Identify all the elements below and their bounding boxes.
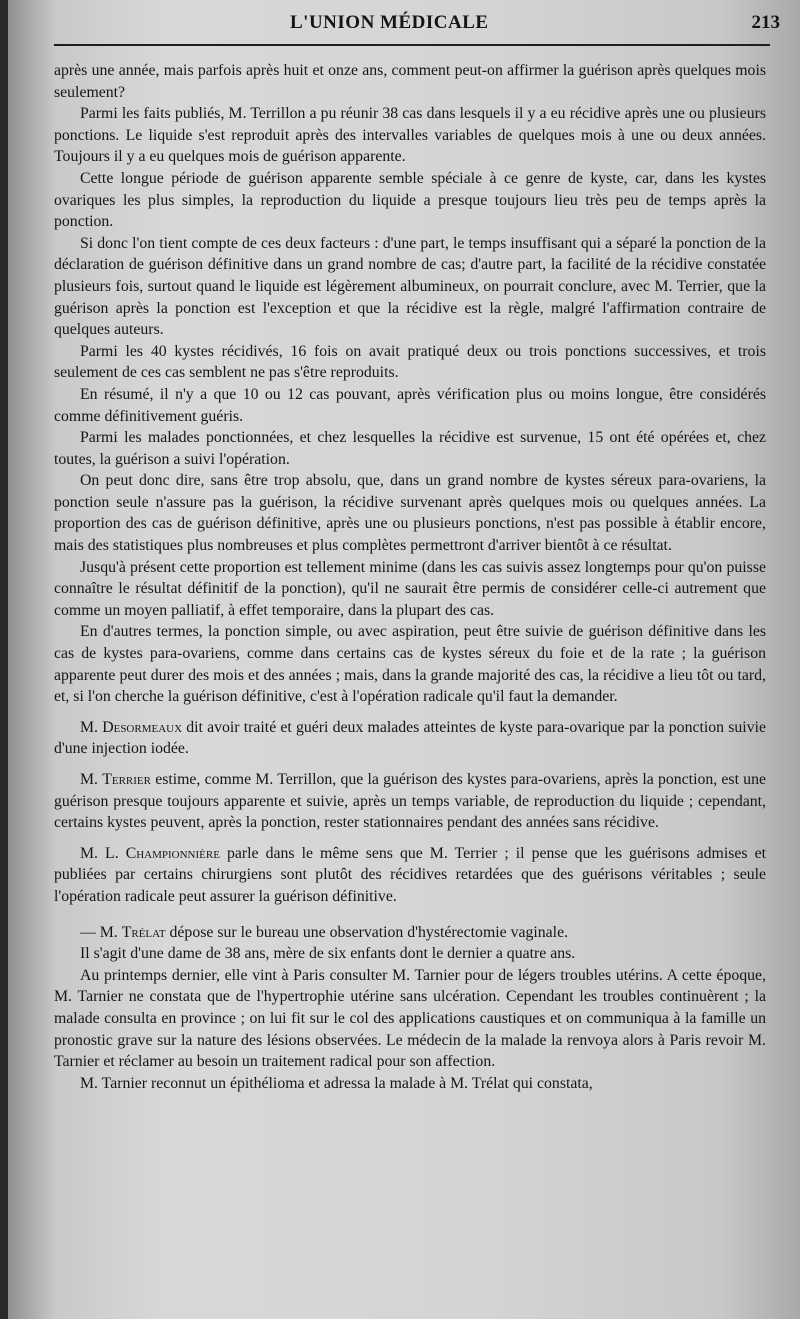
paragraph: Parmi les faits publiés, M. Terrillon a pu réunir 38 cas dans lesquels il y a eu récidive après une ou plusieurs ponctions. Le liquide s'est reproduit après des intervalles variables de quelques mois à une ou deux années. Toujours il y a eu quelques mois de guérison apparente. [54, 105, 766, 166]
speaker-name: Trélat [121, 923, 166, 941]
paragraph: Cette longue période de guérison apparente semble spéciale à ce genre de kyste, car, dans les kystes ovariques les plus simples, la reproduction du liquide a presque toujours lieu très peu de temps après la ponction. [54, 169, 766, 231]
header-rule [54, 44, 770, 46]
page-number: 213 [751, 12, 780, 33]
paragraph-terrier: M. Terrier estime, comme M. Terrillon, que la guérison des kystes para-ovariens, après la ponction, est une guérison presque toujours apparente et suivie, après un temps variable, de reproduction du liquide ; cependant, certains kystes peuvent, après la ponction, rester stationnaires pendant des années sans récidive. [54, 771, 766, 832]
paragraph: On peut donc dire, sans être trop absolu, que, dans un grand nombre de kystes séreux para-ovariens, la ponction seule n'assure pas la guérison, la récidive survenant après quelques mois ou quelques années. La proportion des cas de guérison définitive, après une ou plusieurs ponctions, n'est pas possible à établir encore, mais des statistiques plus nombreuses et plus complètes permettront d'arriver bientôt à ce résultat. [54, 472, 766, 555]
paragraph: Au printemps dernier, elle vint à Paris consulter M. Tarnier pour de légers troubles utérins. A cette époque, M. Tarnier ne constata que de l'hypertrophie utérine sans ulcération. Cependant les troubles continuèrent ; la malade consulta en province ; on lui fit sur le col des applications caustiques et on communiqua à la famille un pronostic grave sur la nature des lésions observées. Le médecin de la malade la renvoya alors à Paris revoir M. Tarnier et réclamer au besoin un traitement radical pour son affection. [54, 966, 766, 1071]
paragraph: Parmi les malades ponctionnées, et chez lesquelles la récidive est survenue, 15 ont été opérées et, chez toutes, la guérison a suivi l'opération. [54, 429, 766, 468]
paragraph: M. Tarnier reconnut un épithélioma et adressa la malade à M. Trélat qui constata, [80, 1074, 593, 1092]
paragraph: En d'autres termes, la ponction simple, ou avec aspiration, peut être suivie de guérison définitive dans les cas de kystes para-ovariens, comme dans certains cas de kystes séreux du foie et de la rate ; la guérison apparente peut durer des mois et des années ; mais, dans la grande majorité des cas, la récidive a lieu tôt ou tard, et, si l'on cherche la guérison définitive, c'est à l'opération radicale qu'il faut la demander. [54, 623, 766, 706]
paragraph: Jusqu'à présent cette proportion est tellement minime (dans les cas suivis assez longtemps pour qu'on puisse connaître le résultat définitif de la ponction), qu'il ne saurait être permis de considérer celle-ci autrement que comme un moyen palliatif, à effet temporaire, dans la plupart des cas. [54, 558, 766, 619]
article-body [54, 60, 766, 1094]
paragraph-championniere: M. L. Championnière parle dans le même sens que M. Terrier ; il pense que les guérisons admises et publiées par certains chirurgiens sont plutôt des récidives retardées que des guérisons véritables ; seule l'opération radicale peut assurer la guérison définitive. [54, 844, 766, 905]
paragraph: Si donc l'on tient compte de ces deux facteurs : d'une part, le temps insuffisant qui a séparé la ponction de la déclaration de guérison définitive dans un grand nombre de cas; d'autre part, la facilité de la récidive constatée plusieurs fois, surtout quand le liquide est légèrement albumineux, on pourrait conclure, avec M. Terrier, que la guérison après la ponction est l'exception et que la récidive est la règle, malgré l'affirmation contraire de quelques auteurs. [54, 234, 766, 339]
paragraph: En résumé, il n'y a que 10 ou 12 cas pouvant, après vérification plus ou moins longue, être considérés comme définitivement guéris. [54, 385, 766, 425]
paragraph: après une année, mais parfois après huit et onze ans, comment peut-on affirmer la guérison après quelques mois seulement? [54, 62, 766, 101]
running-title: L'UNION MÉDICALE [290, 12, 489, 33]
book-page [8, 0, 800, 1319]
speaker-name: Terrier [102, 771, 151, 788]
speaker-name: Desormeaux [102, 718, 183, 736]
speaker-name: Championnière [125, 844, 220, 862]
paragraph-desormeaux: M. Desormeaux dit avoir traité et guéri deux malades atteintes de kyste para-ovarique par la ponction suivie d'une injection iodée. [54, 718, 766, 758]
paragraph: Il s'agit d'une dame de 38 ans, mère de six enfants dont le dernier a quatre ans. [80, 945, 576, 963]
page-header [8, 8, 800, 38]
paragraph: Parmi les 40 kystes récidivés, 16 fois on avait pratiqué deux ou trois ponctions successives, et trois seulement de ces cas semblent ne pas s'être reproduits. [54, 342, 766, 382]
paragraph-trelat: — M. Trélat dépose sur le bureau une observation d'hystérectomie vaginale. [80, 923, 569, 941]
